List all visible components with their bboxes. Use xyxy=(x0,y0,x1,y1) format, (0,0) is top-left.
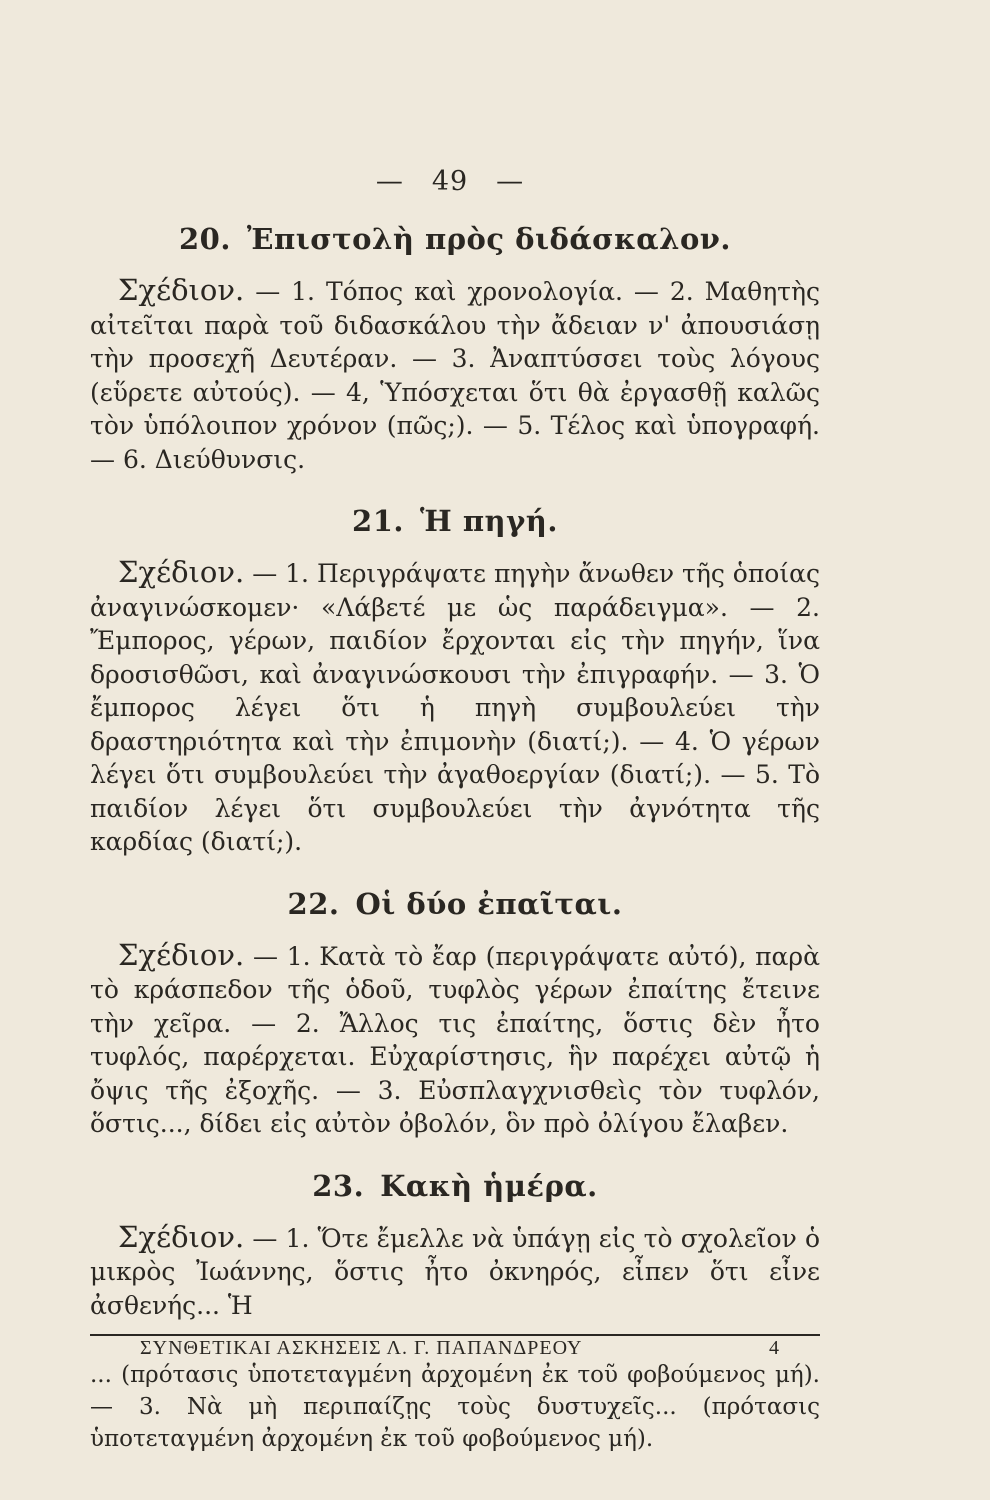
section-paragraph xyxy=(90,556,820,859)
section-title xyxy=(90,504,820,538)
outline-label: Σχέδιον. xyxy=(118,273,245,307)
page-number-dash-right: — xyxy=(496,166,525,197)
page-number-dash-left: — xyxy=(375,166,404,197)
page-footer xyxy=(140,1337,780,1360)
section-22 xyxy=(90,887,820,1141)
section-title xyxy=(90,1169,820,1203)
footer-title: ΣΥΝΘΕΤΙΚΑΙ ΑΣΚΗΣΕΙΣ Λ. Γ. ΠΑΠΑΝΔΡΕΟΥ xyxy=(140,1337,583,1359)
section-number: 20. xyxy=(178,222,231,256)
section-title xyxy=(90,887,820,921)
outline-label: Σχέδιον. xyxy=(118,937,245,972)
section-paragraph xyxy=(90,939,820,1141)
footnote: ... (πρότασις ὑποτεταγμένη ἀρχομένη ἐκ τοῦ φοβούμενος μή). — 3. Νὰ μὴ περιπαίζῃς τοὺς δυστυχεῖς... (πρότασις ὑποτεταγμένη ἀρχομένη ἐκ τοῦ φοβούμενος μή). xyxy=(90,1362,820,1452)
outline-text: — 1. Ὅτε ἔμελλε νὰ ὑπάγῃ εἰς τὸ σχολεῖον ὁ μικρὸς Ἰωάννης, ὅστις ἦτο ὀκνηρός, εἶπεν ὅτι εἶνε ἀσθενής... Ἡ xyxy=(90,1223,820,1320)
section-paragraph xyxy=(90,274,820,476)
section-21 xyxy=(90,504,820,859)
section-number: 23. xyxy=(312,1168,365,1203)
page-number: 49 xyxy=(431,166,469,197)
outline-label: Σχέδιον. xyxy=(118,1219,245,1254)
section-number: 21. xyxy=(352,504,404,538)
section-heading: Ἡ πηγή. xyxy=(419,504,558,538)
outline-text: — 1. Κατὰ τὸ ἔαρ (περιγράψατε αὐτό), παρὰ τὸ κράσπεδον τῆς ὁδοῦ, τυφλὸς γέρων ἐπαίτης ἔτεινε τὴν χεῖρα. — 2. Ἄλλος τις ἐπαίτης, ὅστις δὲν ἦτο τυφλός, παρέρχεται. Εὐχαρίστησις, ἣν παρέχει αὐτῷ ἡ ὄψις τῆς ἐξοχῆς. — 3. Εὐσπλαγχνισθεὶς τὸν τυφλόν, ὅστις..., δίδει εἰς αὐτὸν ὀβολόν, ὃν πρὸ ὀλίγου ἔλαβεν. xyxy=(90,941,821,1138)
section-23 xyxy=(90,1169,820,1323)
outline-label: Σχέδιον. xyxy=(118,555,245,589)
outline-text: — 1. Τόπος καὶ χρονολογία. — 2. Μαθητὴς αἰτεῖται παρὰ τοῦ διδασκάλου τὴν ἄδειαν ν' ἀπουσιάσῃ τὴν προσεχῆ Δευτέραν. — 3. Ἀναπτύσσει τοὺς λόγους (εὕρετε αὐτούς). — 4, Ὑπόσχεται ὅτι θὰ ἐργασθῇ καλῶς τὸν ὑπόλοιπον χρόνον (πῶς;). — 5. Τέλος καὶ ὑπογραφή. — 6. Διεύθυνσις. xyxy=(90,277,820,474)
section-heading: Ἐπιστολὴ πρὸς διδάσκαλον. xyxy=(246,222,732,256)
section-number: 22. xyxy=(287,886,340,921)
section-title xyxy=(90,222,820,256)
section-20 xyxy=(90,222,820,476)
page-content xyxy=(90,222,820,1478)
section-paragraph xyxy=(90,1221,820,1323)
section-heading: Οἱ δύο ἐπαῖται. xyxy=(355,886,623,921)
footnote-divider xyxy=(90,1334,820,1336)
page-header xyxy=(0,166,900,197)
outline-text: — 1. Περιγράψατε πηγὴν ἄνωθεν τῆς ὁποίας ἀναγινώσκομεν· «Λάβετέ με ὡς παράδειγμα». — 2. Ἔμπορος, γέρων, παιδίον ἔρχονται εἰς τὴν πηγήν, ἵνα δροσισθῶσι, καὶ ἀναγινώσκουσι τὴν ἐπιγραφήν. — 3. Ὁ ἔμπορος λέγει ὅτι ἡ πηγὴ συμβουλεύει τὴν δραστηριότητα καὶ τὴν ἐπιμονὴν (διατί;). — 4. Ὁ γέρων λέγει ὅτι συμβουλεύει τὴν ἀγαθοεργίαν (διατί;). — 5. Τὸ παιδίον λέγει ὅτι συμβουλεύει τὴν ἀγνότητα τῆς καρδίας (διατί;). xyxy=(90,559,821,856)
signature-mark: 4 xyxy=(769,1337,780,1359)
section-heading: Κακὴ ἡμέρα. xyxy=(380,1168,598,1203)
